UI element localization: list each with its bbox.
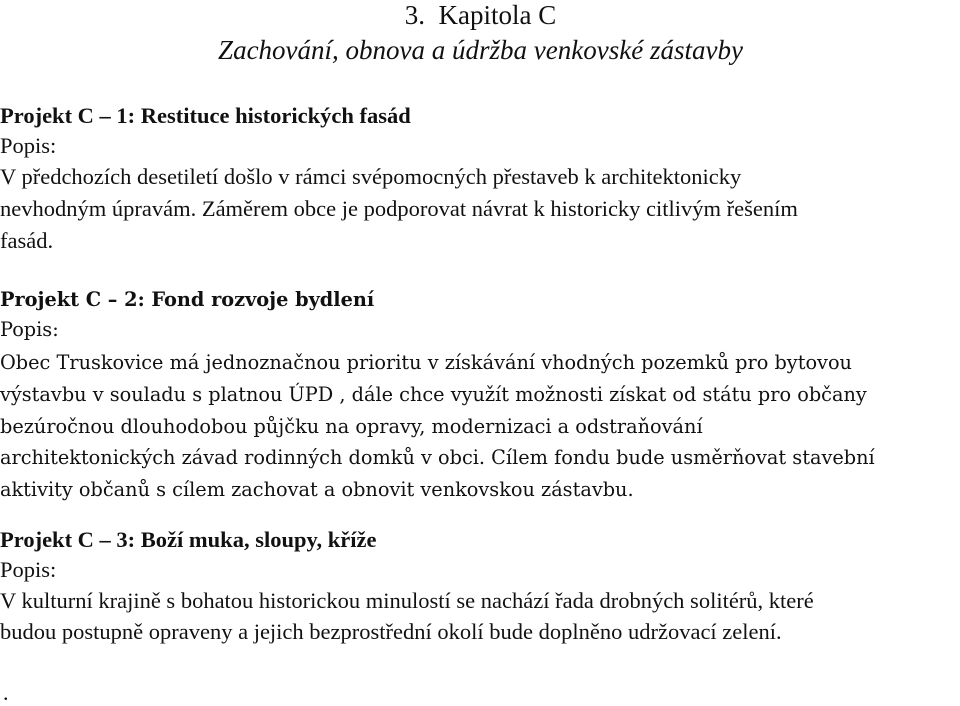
project-title: Projekt C – 1: Restituce historických fasád (0, 103, 411, 128)
description-label: Popis: (0, 318, 59, 341)
description-line: bezúročnou dlouhodobou půjčku na opravy, modernizaci a odstraňování (0, 414, 703, 438)
description-line: architektonických závad rodinných domků v obci. Cílem fondu bude usměrňovat stavební (0, 446, 875, 470)
project-description (0, 585, 814, 647)
description-label: Popis: (0, 557, 57, 582)
chapter-number-line (3, 0, 958, 30)
project-c2 (0, 285, 875, 506)
document-page (3, 0, 958, 70)
chapter-number: 3. (404, 0, 425, 30)
description-line: nevhodným úpravám. Záměrem obce je podporovat návrat k historicky citlivým řešením (0, 196, 798, 221)
description-line: výstavbu v souladu s platnou ÚPD , dále chce využít možnosti získat od státu pro občany (0, 382, 867, 406)
project-c3 (0, 525, 814, 647)
description-line: fasád. (0, 228, 54, 253)
project-c1 (0, 101, 798, 257)
project-description (0, 161, 798, 257)
description-line: aktivity občanů s cílem zachovat a obnovit venkovskou zástavbu. (0, 478, 634, 502)
project-title: Projekt C – 3: Boží muka, sloupy, kříže (0, 527, 377, 552)
chapter-heading (3, 0, 958, 70)
description-label: Popis: (0, 133, 57, 158)
project-description (0, 347, 875, 506)
description-line: V kulturní krajině s bohatou historickou minulostí se nachází řada drobných solitérů, které (0, 588, 814, 613)
chapter-label: Kapitola C (438, 0, 557, 30)
description-line: V předchozích desetiletí došlo v rámci svépomocných přestaveb k architektonicky (0, 164, 742, 189)
project-title: Projekt C – 2: Fond rozvoje bydlení (0, 288, 375, 311)
trailing-period: . (3, 680, 9, 705)
description-line: Obec Truskovice má jednoznačnou prioritu v získávání vhodných pozemků pro bytovou (0, 351, 852, 374)
description-line: budou postupně opraveny a jejich bezprostřední okolí bude doplněno udržovací zelení. (0, 619, 782, 644)
chapter-title: Zachování, obnova a údržba venkovské zástavby (218, 35, 743, 65)
